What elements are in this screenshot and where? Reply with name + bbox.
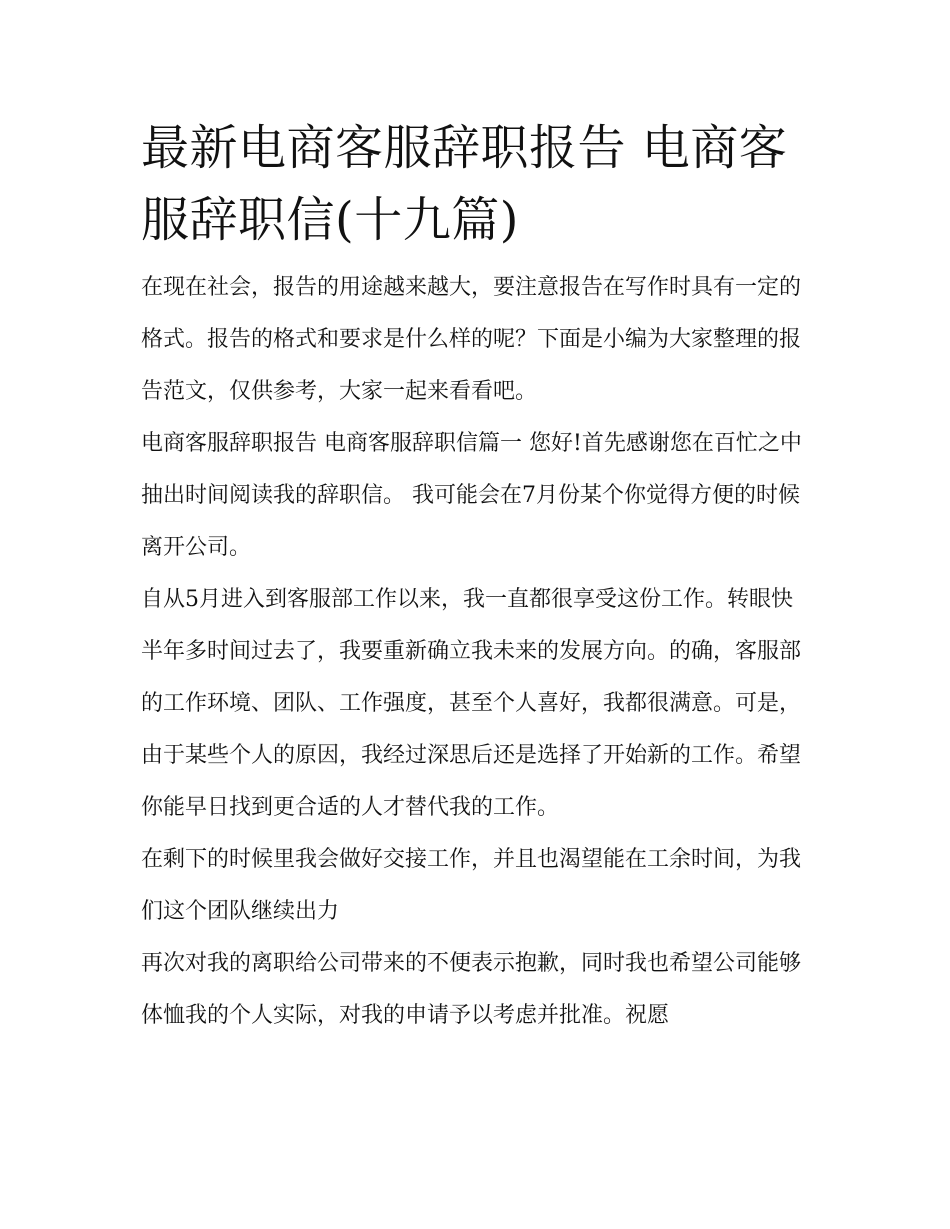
title-line-2: 服辞职信(十九篇)	[141, 192, 519, 248]
paragraph-apology: 再次对我的离职给公司带来的不便表示抱歉，同时我也希望公司能够体恤我的个人实际，对我的申请予以考虑并批准。祝愿	[141, 951, 802, 1028]
paragraph-work-experience: 自从5月进入到客服部工作以来，我一直都很享受这份工作。转眼快半年多时间过去了，我要重新确立我未来的发展方向。的确，客服部的工作环境、团队、工作强度，甚至个人喜好，我都很满意。可是，由于某些个人的原因，我经过深思后还是选择了开始新的工作。希望你能早日找到更合适的人才替代我的工作。	[141, 587, 802, 820]
paragraph-intro: 在现在社会，报告的用途越来越大，要注意报告在写作时具有一定的格式。报告的格式和要求是什么样的呢？下面是小编为大家整理的报告范文，仅供参考，大家一起来看看吧。	[141, 275, 802, 404]
paragraph-letter-opening: 电商客服辞职报告 电商客服辞职信篇一 您好!首先感谢您在百忙之中抽出时间阅读我的辞职信。 我可能会在7月份某个你觉得方便的时候离开公司。	[141, 431, 802, 560]
title-line-1: 最新电商客服辞职报告 电商客	[141, 120, 788, 176]
paragraph-handover: 在剩下的时候里我会做好交接工作，并且也渴望能在工余时间，为我们这个团队继续出力	[141, 847, 802, 924]
document-page	[141, 112, 813, 1042]
document-title	[141, 112, 813, 256]
